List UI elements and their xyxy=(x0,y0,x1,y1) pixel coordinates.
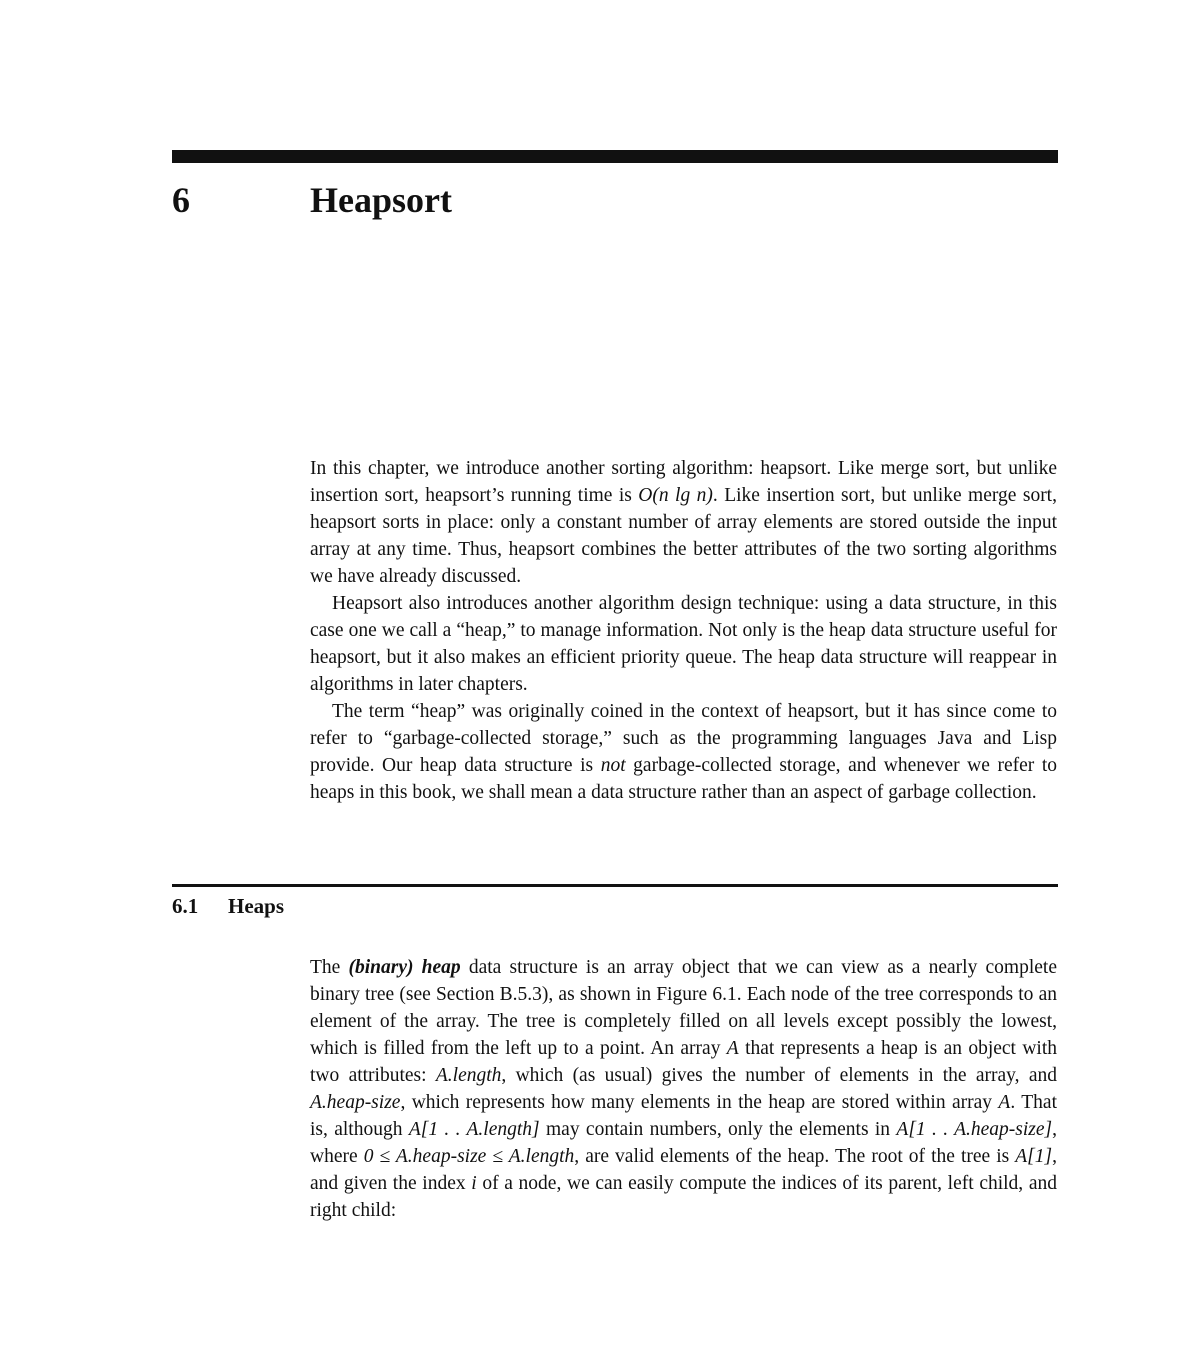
section-rule xyxy=(172,884,1058,887)
heaps-math-1: A xyxy=(726,1038,739,1059)
chapter-title: Heapsort xyxy=(310,180,452,220)
heaps-math-5: A[1 . . A.length] xyxy=(408,1119,540,1140)
heaps-text-11: of a node, we can easily compute the indices of its parent, left child, and right child: xyxy=(310,1173,1057,1221)
heaps-math-6: A[1 . . A.heap-size] xyxy=(896,1119,1053,1140)
heaps-math-2: A.length xyxy=(435,1065,502,1086)
heaps-paragraph xyxy=(310,954,1057,1224)
heaps-text-6: . That is, although xyxy=(310,1092,1057,1140)
heaps-section-body xyxy=(310,954,1057,1224)
section-title: Heaps xyxy=(228,894,285,918)
section-number: 6.1 xyxy=(172,894,199,918)
intro-p3-emphasis: not xyxy=(600,755,626,776)
heaps-math-3: A.heap-size xyxy=(310,1092,401,1113)
heaps-text-5: , which represents how many elements in the heap are stored within array xyxy=(400,1092,999,1113)
heaps-math-9: i xyxy=(471,1173,477,1194)
heaps-text-8: , where xyxy=(310,1119,1058,1167)
chapter-intro xyxy=(310,455,1057,806)
heaps-math-4: A xyxy=(998,1092,1011,1113)
heaps-text-1: The xyxy=(310,957,349,978)
intro-paragraph-2: Heapsort also introduces another algorithm design technique: using a data structure, in this case one we call a “heap,” to manage information. Not only is the heap data structure useful for heapsort, but it also makes an efficient priority queue. The heap data structure will reappear in algorithms in later chapters. xyxy=(310,593,1057,695)
heaps-text-10: , and given the index xyxy=(310,1146,1057,1194)
intro-p1-math: O(n lg n) xyxy=(638,485,713,506)
intro-p3-text-a: The term “heap” was originally coined in the context of heapsort, but it has since come to refer to “garbage-collected storage,” such as the programming languages Java and Lisp provide. Our heap data structure is xyxy=(310,701,1057,776)
intro-p1-text-a: In this chapter, we introduce another sorting algorithm: heapsort. Like merge sort, but unlike insertion sort, heapsort’s running time is xyxy=(310,458,1057,506)
heaps-math-7: 0 ≤ A.heap-size ≤ A.length xyxy=(363,1146,575,1167)
intro-p3-text-b: garbage-collected storage, and whenever we refer to heaps in this book, we shall mean a data structure rather than an aspect of garbage collection. xyxy=(310,755,1057,803)
section-heading xyxy=(172,892,284,920)
chapter-number: 6 xyxy=(172,180,190,220)
heaps-text-9: , are valid elements of the heap. The root of the tree is xyxy=(574,1146,1016,1167)
heaps-math-8: A[1] xyxy=(1015,1146,1053,1167)
heaps-term-binary-heap: (binary) heap xyxy=(348,957,461,978)
heaps-text-7: may contain numbers, only the elements in xyxy=(539,1119,897,1140)
heaps-text-4: , which (as usual) gives the number of elements in the array, and xyxy=(501,1065,1058,1086)
intro-paragraph-1 xyxy=(310,455,1057,590)
heaps-text-2: data structure is an array object that we can view as a nearly complete binary tree (see Section B.5.3), as shown in Figure 6.1. Each node of the tree corresponds to an element of the array. The tree is completely filled on all levels except possibly the lowest, which is filled from the left up to a point. An array xyxy=(310,957,1057,1059)
heaps-text-3: that represents a heap is an object with two attributes: xyxy=(310,1038,1057,1086)
intro-paragraph-3 xyxy=(310,698,1057,806)
intro-p1-text-b: . Like insertion sort, but unlike merge sort, heapsort sorts in place: only a constant number of array elements are stored outside the input array at any time. Thus, heapsort combines the better attributes of the two sorting algorithms we have already discussed. xyxy=(310,485,1057,587)
chapter-top-rule xyxy=(172,150,1058,163)
